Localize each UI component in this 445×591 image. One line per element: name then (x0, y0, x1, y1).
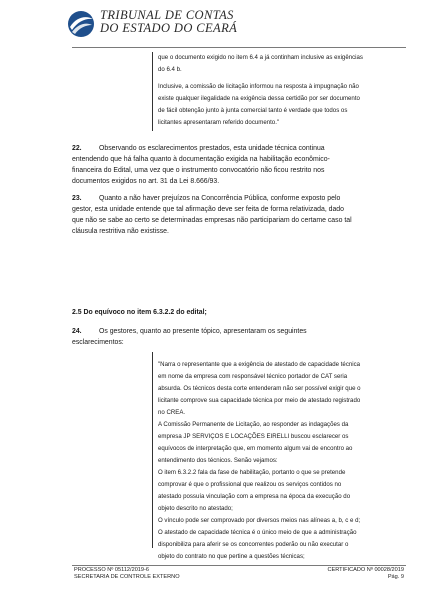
quote-line: O vínculo pode ser comprovado por diversos meios nas alíneas a, b, c e d; (158, 517, 361, 524)
section-heading: 2.5 Do equívoco no item 6.3.2.2 do edital; (72, 309, 207, 316)
quote-line: comprovar é que o profissional que realizou os serviços contidos no (158, 481, 342, 488)
footer-right (322, 567, 404, 580)
paragraph-number: 24. (72, 328, 82, 335)
paragraph-line: que não se sabe ao certo se determinadas empresas não participariam do certame caso tal (72, 217, 352, 224)
paragraph-line: esclarecimentos: (72, 339, 124, 346)
secretariat-name: SECRETARIA DE CONTROLE EXTERNO (74, 573, 180, 580)
quote-line: de fácil obtenção junto à junta comercial tanto é verdade que todos os (158, 107, 348, 114)
footer-left (74, 567, 180, 580)
paragraph-line: Os gestores, quanto ao presente tópico, apresentaram os seguintes (99, 328, 307, 335)
paragraph-line: Observando os esclarecimentos prestados, esta unidade técnica continua (99, 145, 325, 152)
quote-line: entendimento dos técnicos. Senão vejamos: (158, 457, 278, 464)
paragraph-line: entendendo que há falha quanto à documentação exigida na habilitação econômico- (72, 156, 330, 163)
quote-bar (152, 52, 153, 131)
process-number: PROCESSO Nº 05112/2019-6 (74, 567, 150, 573)
paragraph-number: 23. (72, 195, 82, 202)
quote-line: disponibiliza para aferir se os concorrentes poderão ou não executar o (158, 541, 349, 548)
quote-line: absurda. Os técnicos desta corte entenderam não ser possível exigir que o (158, 385, 361, 392)
quote-line: A Comissão Permanente de Licitação, ao responder as indagações da (158, 421, 349, 428)
paragraph-line: cláusula restritiva não existisse. (72, 228, 169, 235)
quote-line: licitante comprove sua capacidade técnica por meio de atestado registrado (158, 397, 361, 404)
quote-line: empresa JP SERVIÇOS E LOCAÇÕES EIRELLI buscou esclarecer os (158, 433, 349, 440)
paragraph-line: gestor, esta unidade entende que tal afirmação deve ser feita de forma relativizada, dado (72, 206, 344, 213)
quote-line: O atestado de capacidade técnica é o único meio de que a administração (158, 529, 357, 536)
quote-line: equívocos de interpretação que, em momento algum vai de encontro ao (158, 445, 353, 452)
org-name-line1: TRIBUNAL DE CONTAS (100, 8, 234, 22)
tce-ceara-logo-icon (66, 9, 96, 39)
paragraph-line: documentos exigidos no art. 31 da Lei 8.666/93. (72, 178, 220, 185)
paragraph-line: Quanto a não haver prejuízos na Concorrência Pública, conforme exposto pelo (99, 195, 341, 202)
quote-line: objeto descrito no atestado; (158, 505, 233, 512)
quote-line: O item 6.3.2.2 fala da fase de habilitação, portanto o que se pretende (158, 469, 346, 476)
quote-line: objeto do contrato no que pertine a questões técnicas; (158, 553, 305, 560)
quote-line: "Narra o representante que a exigência de atestado de capacidade técnica (158, 361, 361, 368)
header-divider (72, 47, 406, 48)
org-name (100, 9, 237, 35)
quote-bar (152, 352, 153, 548)
quote-line: do 6.4 b. (158, 66, 182, 73)
paragraph-number: 22. (72, 145, 82, 152)
quote-line: no CREA. (158, 409, 186, 416)
quote-line: em nome da empresa com responsável técnico portador de CAT seria (158, 373, 348, 380)
quote-line: licitantes apresentaram referido documento." (158, 119, 280, 126)
quote-line: existe qualquer ilegalidade na exigência dessa certidão por ser documento (158, 95, 360, 102)
footer-divider (72, 565, 406, 566)
page-number: Pág. 9 (387, 573, 404, 580)
org-name-line2: DO ESTADO DO CEARÁ (100, 21, 238, 35)
quote-line: que o documento exigido no item 6.4 a já continham inclusive as exigências (158, 54, 363, 61)
certificate-number: CERTIFICADO Nº 00028/2019 (327, 567, 404, 573)
paragraph-line: financeira do Edital, uma vez que o instrumento convocatório não ficou restrito nos (72, 167, 325, 174)
quote-line: Inclusive, a comissão de licitação informou na resposta à impugnação não (158, 83, 359, 90)
quote-line: atestado possuía vinculação com a empresa na época da execução do (158, 493, 351, 500)
